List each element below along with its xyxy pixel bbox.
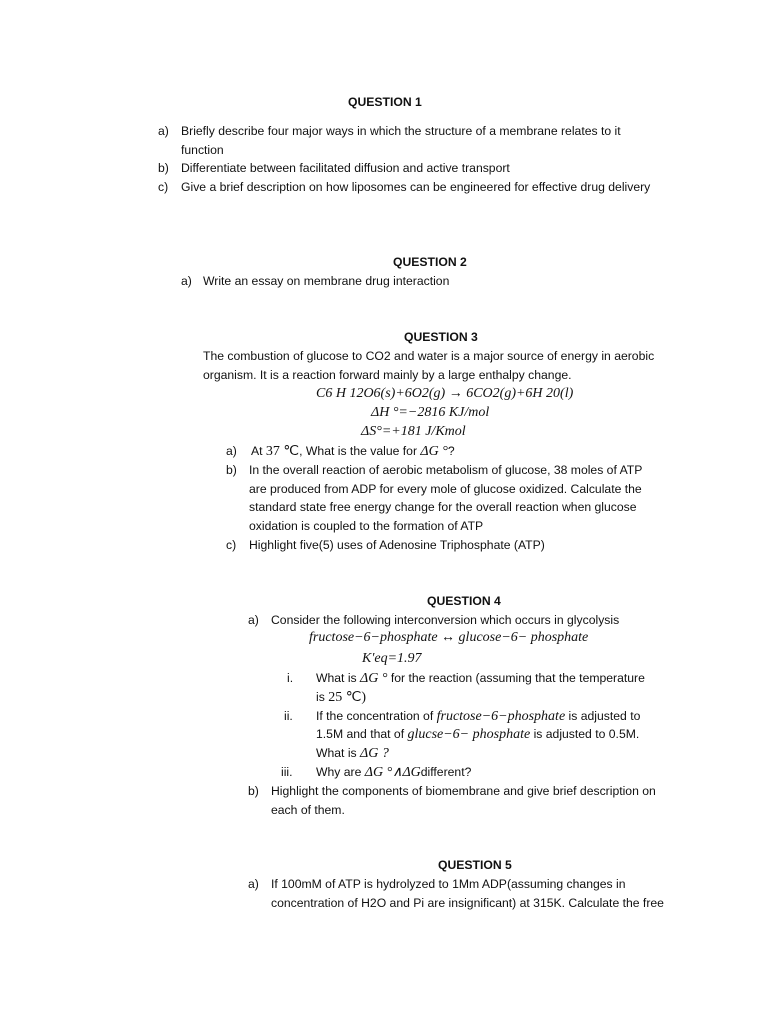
q5-a-line1: If 100mM of ATP is hydrolyzed to 1Mm ADP(assuming changes in bbox=[271, 877, 626, 891]
q1-a-text-line2: function bbox=[181, 143, 224, 157]
q4-b-line2: each of them. bbox=[271, 803, 345, 817]
q3-intro-line2: organism. It is a reaction forward mainly by a large enthalpy change. bbox=[203, 368, 572, 382]
q3-a-symbol: ΔG ° bbox=[420, 444, 448, 459]
q4-i-marker: i. bbox=[287, 671, 294, 685]
q4-iii-symbol: ΔG °∧ΔG bbox=[364, 765, 421, 780]
q4-iii-marker: iii. bbox=[281, 765, 293, 779]
question-3-heading: QUESTION 3 bbox=[404, 330, 478, 344]
q4-a-marker: a) bbox=[248, 613, 259, 627]
q4-a-text: Consider the following interconversion which occurs in glycolysis bbox=[271, 613, 620, 627]
q4-ii-l1-pre: If the concentration of bbox=[316, 709, 437, 723]
q3-a-post: ? bbox=[447, 444, 455, 458]
q3-b-line4: oxidation is coupled to the formation of ATP bbox=[249, 519, 484, 533]
q4-equation-keq: K′eq=1.97 bbox=[362, 651, 422, 666]
q4-iii-text bbox=[316, 763, 471, 782]
q4-i-line2 bbox=[316, 688, 366, 707]
q4-ii-l1-symbol: fructose−6−phosphate bbox=[436, 709, 566, 724]
q1-b-text: Differentiate between facilitated diffusion and active transport bbox=[181, 161, 510, 175]
q5-a-marker: a) bbox=[248, 877, 259, 891]
q3-b-marker: b) bbox=[226, 463, 237, 477]
q4-i-line2-pre: is bbox=[316, 690, 329, 704]
q3-a-mid: , What is the value for bbox=[299, 444, 421, 458]
q3-a-temperature: 37 ℃ bbox=[265, 444, 300, 459]
q3-equation-enthalpy: ΔH °=−2816 KJ/mol bbox=[371, 405, 490, 420]
q3-c-marker: c) bbox=[226, 538, 237, 552]
q1-a-text-line1: Briefly describe four major ways in which the structure of a membrane relates to it bbox=[181, 124, 621, 138]
q3-b-line1: In the overall reaction of aerobic metabolism of glucose, 38 moles of ATP bbox=[249, 463, 643, 477]
q3-c-text: Highlight five(5) uses of Adenosine Triphosphate (ATP) bbox=[249, 538, 545, 552]
q4-i-pre: What is bbox=[316, 671, 361, 685]
q4-b-marker: b) bbox=[248, 784, 259, 798]
q4-i-temperature: 25 ℃) bbox=[328, 690, 367, 705]
q1-c-marker: c) bbox=[158, 180, 169, 194]
q1-b-marker: b) bbox=[158, 161, 169, 175]
q3-intro-line1: The combustion of glucose to CO2 and water is a major source of energy in aerobic bbox=[203, 349, 655, 363]
q4-ii-l3-pre: What is bbox=[316, 746, 361, 760]
q3-a-pre: At bbox=[251, 444, 266, 458]
q4-ii-line3 bbox=[316, 744, 389, 763]
q4-b-line1: Highlight the components of biomembrane and give brief description on bbox=[271, 784, 656, 798]
q4-ii-l1-post: is adjusted to bbox=[565, 709, 641, 723]
q4-iii-post: different? bbox=[420, 765, 472, 779]
question-1-heading: QUESTION 1 bbox=[348, 95, 422, 109]
q3-equation-entropy: ΔS°=+181 J/Kmol bbox=[361, 424, 466, 439]
q4-i-symbol: ΔG ° bbox=[360, 671, 388, 686]
question-2-heading: QUESTION 2 bbox=[393, 255, 467, 269]
q4-equation-interconversion: fructose−6−phosphate ↔ glucose−6− phosphate bbox=[309, 630, 589, 645]
q2-a-text: Write an essay on membrane drug interaction bbox=[203, 274, 450, 288]
q4-ii-l2-pre: 1.5M and that of bbox=[316, 727, 408, 741]
q1-a-marker: a) bbox=[158, 124, 169, 138]
q1-c-text: Give a brief description on how liposomes can be engineered for effective drug delivery bbox=[181, 180, 651, 194]
q4-ii-line2 bbox=[316, 725, 639, 744]
q4-ii-line1 bbox=[316, 707, 640, 726]
q4-iii-pre: Why are bbox=[316, 765, 365, 779]
q4-ii-marker: ii. bbox=[284, 709, 293, 723]
q3-b-line2: are produced from ADP for every mole of glucose oxidized. Calculate the bbox=[249, 482, 642, 496]
q3-equation-reaction: C6 H 12O6(s)+6O2(g) → 6CO2(g)+6H 20(l) bbox=[316, 386, 574, 401]
q3-b-line3: standard state free energy change for the overall reaction when glucose bbox=[249, 500, 637, 514]
question-5-heading: QUESTION 5 bbox=[438, 858, 512, 872]
q2-a-marker: a) bbox=[181, 274, 192, 288]
q3-a-text bbox=[251, 442, 455, 461]
q4-ii-l2-symbol: glucse−6− phosphate bbox=[407, 727, 531, 742]
q5-a-line2: concentration of H2O and Pi are insignificant) at 315K. Calculate the free bbox=[271, 896, 664, 910]
q4-ii-l2-post: is adjusted to 0.5M. bbox=[530, 727, 640, 741]
q4-i-post: for the reaction (assuming that the temperature bbox=[387, 671, 645, 685]
q4-ii-l3-symbol: ΔG ? bbox=[360, 746, 389, 761]
question-4-heading: QUESTION 4 bbox=[427, 594, 501, 608]
q3-a-marker: a) bbox=[226, 444, 237, 458]
q4-i-line1 bbox=[316, 669, 645, 688]
